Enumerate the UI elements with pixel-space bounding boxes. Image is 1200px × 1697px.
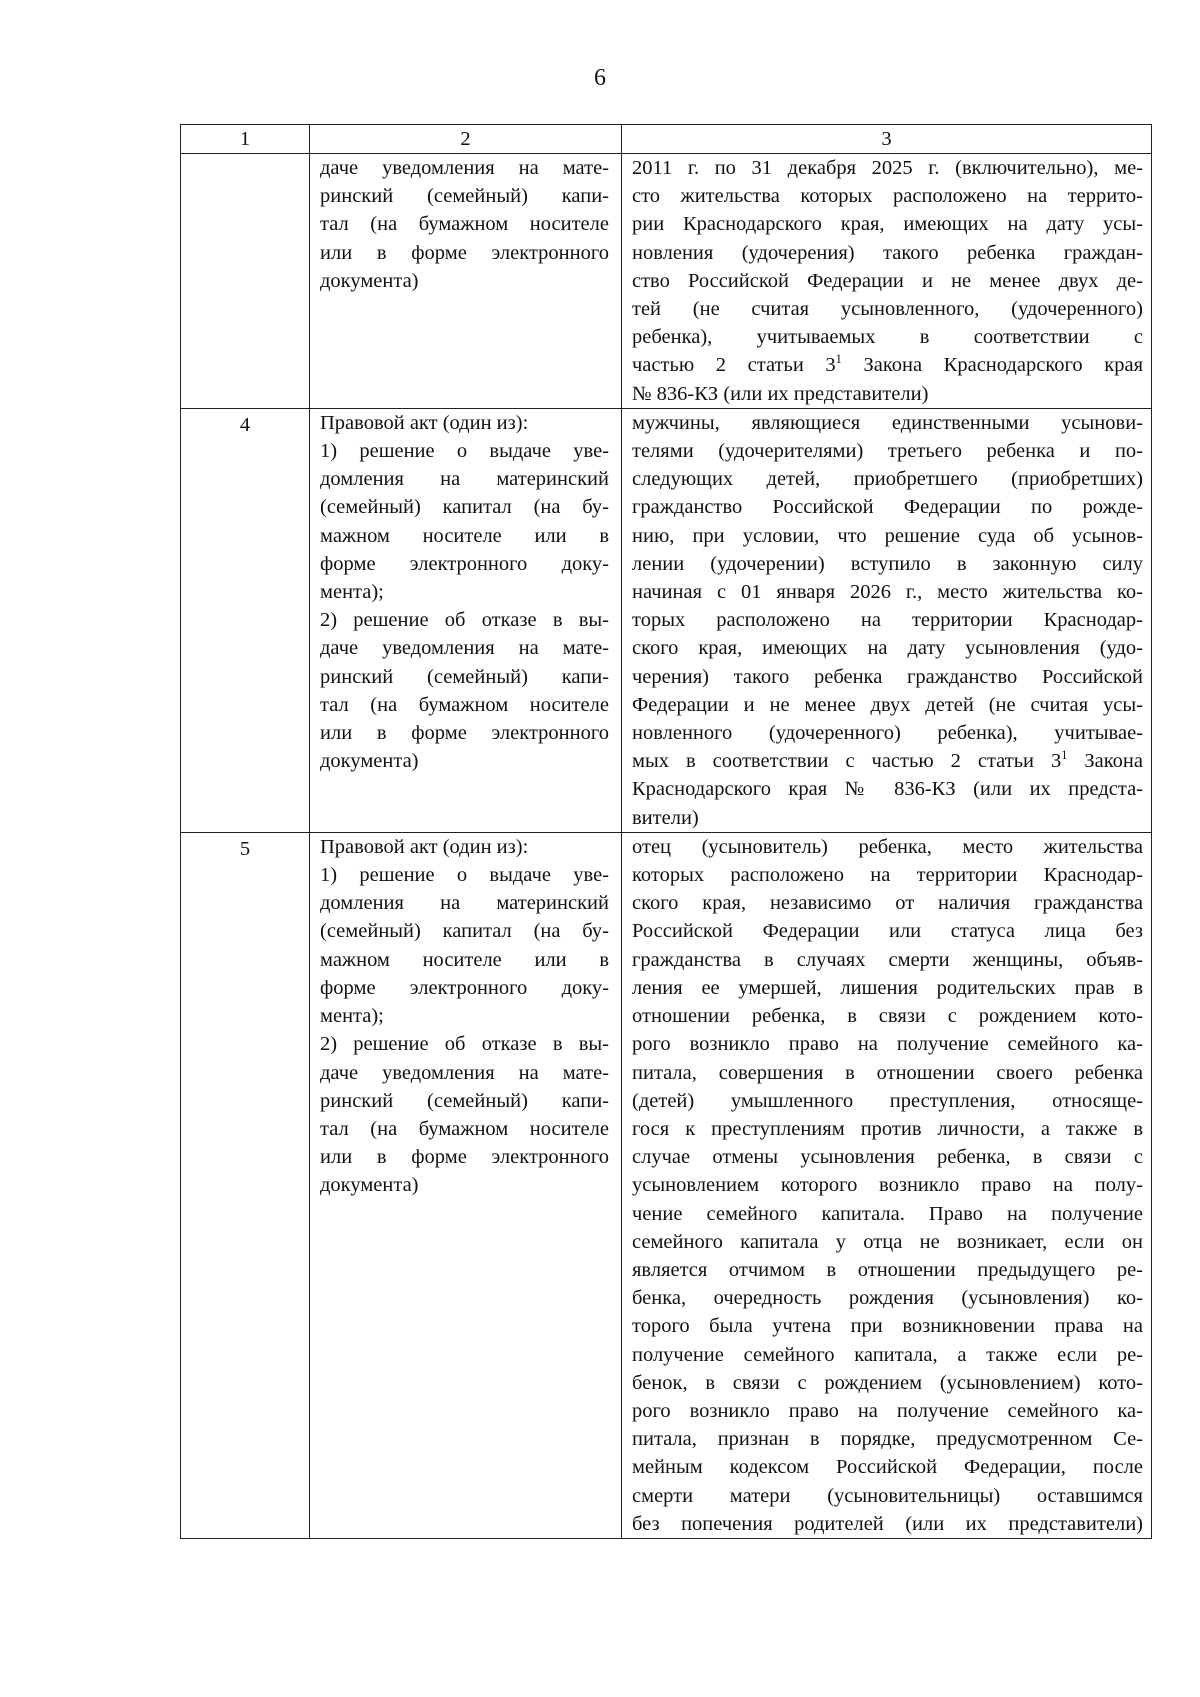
text-line: чение семейного капитала. Право на получение bbox=[632, 1202, 1143, 1225]
text-line: ринский (семейный) капи- bbox=[320, 1089, 609, 1112]
text-line: нию, при условии, что решение суда об усынов- bbox=[632, 524, 1143, 547]
text-line: документа) bbox=[320, 1174, 419, 1197]
text-line: даче уведомления на мате- bbox=[320, 157, 609, 179]
text-line: форме электронного доку- bbox=[320, 976, 609, 999]
text-line: семейного капитала у отца не возникает, если он bbox=[632, 1230, 1143, 1253]
text-fragment: Закона Краснодарского края bbox=[863, 354, 1143, 377]
applicants-cell bbox=[622, 154, 1152, 409]
text-line: бенка, очередность рождения (усыновления) ко- bbox=[632, 1287, 1143, 1310]
text-line: Правовой акт (один из): bbox=[320, 835, 529, 858]
applicants-cell bbox=[622, 832, 1152, 1538]
text-line: документа) bbox=[320, 269, 419, 292]
text-fragment: частью 2 статьи 3 bbox=[632, 354, 836, 377]
text-line: ребенка), учитываемых в соответствии с bbox=[632, 326, 1143, 349]
row-number bbox=[181, 154, 310, 409]
text-line: бенок, в связи с рождением (усыновлением) кото- bbox=[632, 1371, 1143, 1394]
text-line: рого возникло право на получение семейного ка- bbox=[632, 1033, 1143, 1056]
text-line-with-superscript bbox=[632, 747, 1143, 775]
text-line: 1) решение о выдаче уве- bbox=[320, 864, 609, 887]
text-line: даче уведомления на мате- bbox=[320, 637, 609, 660]
applicants-cell bbox=[622, 408, 1152, 832]
text-line: является отчимом в отношении предыдущего ре- bbox=[632, 1258, 1143, 1281]
table-header-row bbox=[181, 125, 1152, 154]
text-line: питала, признан в порядке, предусмотренном Се- bbox=[632, 1428, 1143, 1451]
text-line: гражданства в случаях смерти женщины, объяв- bbox=[632, 948, 1143, 971]
text-line: рого возникло право на получение семейного ка- bbox=[632, 1399, 1143, 1422]
text-line: Российской Федерации или статуса лица без bbox=[632, 920, 1143, 943]
text-line: мента); bbox=[320, 1005, 384, 1028]
text-line: № 836-КЗ (или их представители) bbox=[632, 382, 929, 405]
text-line: питала, совершения в отношении своего ребенка bbox=[632, 1061, 1143, 1084]
column-header: 3 bbox=[622, 125, 1152, 154]
text-line: ления ее умершей, лишения родительских прав в bbox=[632, 976, 1143, 999]
text-line: или в форме электронного bbox=[320, 1146, 609, 1169]
column-header: 1 bbox=[181, 125, 310, 154]
text-line: гося к преступлениям против личности, а также в bbox=[632, 1117, 1143, 1140]
text-line: тал (на бумажном носителе bbox=[320, 1117, 609, 1140]
text-line: лении (удочерении) вступило в законную силу bbox=[632, 552, 1143, 575]
text-line: новления (удочерения) такого ребенка граждан- bbox=[632, 241, 1143, 264]
column-header: 2 bbox=[310, 125, 622, 154]
text-line: без попечения родителей (или их представители) bbox=[632, 1512, 1143, 1535]
text-line: ского края, независимо от наличия гражданства bbox=[632, 892, 1143, 915]
legal-act-cell bbox=[310, 408, 622, 832]
text-line: отношении ребенка, в связи с рождением кото- bbox=[632, 1005, 1143, 1028]
text-line-with-superscript bbox=[632, 351, 1143, 379]
text-line: гражданство Российской Федерации по рожде- bbox=[632, 496, 1143, 519]
text-line: 2011 г. по 31 декабря 2025 г. (включительно), ме- bbox=[632, 157, 1143, 179]
text-line: торых расположено на территории Краснодар- bbox=[632, 609, 1143, 632]
text-line: торого была учтена при возникновении права на bbox=[632, 1315, 1143, 1338]
text-line: или в форме электронного bbox=[320, 722, 609, 745]
text-line: новленного (удочеренного) ребенка), учитывае- bbox=[632, 722, 1143, 745]
text-line: или в форме электронного bbox=[320, 241, 609, 264]
page-number: 6 bbox=[594, 65, 606, 91]
text-line: тал (на бумажном носителе bbox=[320, 213, 609, 236]
text-line: мажном носителе или в bbox=[320, 524, 609, 547]
text-line: (семейный) капитал (на бу- bbox=[320, 920, 609, 943]
text-line: телями (удочерителями) третьего ребенка и по- bbox=[632, 440, 1143, 463]
text-line: отец (усыновитель) ребенка, место жительства bbox=[632, 835, 1143, 858]
text-line: 2) решение об отказе в вы- bbox=[320, 609, 609, 632]
text-line: мужчины, являющиеся единственными усынови- bbox=[632, 411, 1143, 434]
text-line: 2) решение об отказе в вы- bbox=[320, 1033, 609, 1056]
text-line: сто жительства которых расположено на террито- bbox=[632, 185, 1143, 208]
superscript: 1 bbox=[1061, 748, 1068, 763]
text-line: черения) такого ребенка гражданство Российской bbox=[632, 665, 1143, 688]
text-line: 1) решение о выдаче уве- bbox=[320, 440, 609, 463]
text-line: случае отмены усыновления ребенка, в связи с bbox=[632, 1146, 1143, 1169]
legal-act-cell bbox=[310, 154, 622, 409]
text-fragment: Закона bbox=[1084, 750, 1143, 773]
text-fragment: мых в соответствии с частью 2 статьи 3 bbox=[632, 750, 1062, 773]
text-line: тал (на бумажном носителе bbox=[320, 693, 609, 716]
text-line: ринский (семейный) капи- bbox=[320, 185, 609, 208]
text-line: мейным кодексом Российской Федерации, после bbox=[632, 1456, 1143, 1479]
text-line: мажном носителе или в bbox=[320, 948, 609, 971]
text-line: (детей) умышленного преступления, относяще- bbox=[632, 1089, 1143, 1112]
text-line: ство Российской Федерации и не менее двух де- bbox=[632, 269, 1143, 292]
text-line: вители) bbox=[632, 806, 699, 829]
text-line: ского края, имеющих на дату усыновления (удо- bbox=[632, 637, 1143, 660]
table-row bbox=[181, 832, 1152, 1538]
text-line: форме электронного доку- bbox=[320, 552, 609, 575]
legal-act-cell bbox=[310, 832, 622, 1538]
text-line: получение семейного капитала, а также если ре- bbox=[632, 1343, 1143, 1366]
text-line: смерти матери (усыновительницы) оставшимся bbox=[632, 1484, 1143, 1507]
text-line: домления на материнский bbox=[320, 892, 609, 915]
text-line: (семейный) капитал (на бу- bbox=[320, 496, 609, 519]
text-line: Краснодарского края № 836-КЗ (или их предста- bbox=[632, 778, 1143, 801]
text-line: которых расположено на территории Краснодар- bbox=[632, 864, 1143, 887]
text-line: рии Краснодарского края, имеющих на дату усы- bbox=[632, 213, 1143, 236]
text-line: документа) bbox=[320, 750, 419, 773]
superscript: 1 bbox=[835, 352, 842, 367]
text-line: даче уведомления на мате- bbox=[320, 1061, 609, 1084]
text-line: домления на материнский bbox=[320, 468, 609, 491]
text-line: начиная с 01 января 2026 г., место жительства ко- bbox=[632, 581, 1143, 604]
text-line: Правовой акт (один из): bbox=[320, 411, 529, 434]
text-line: следующих детей, приобретшего (приобретших) bbox=[632, 468, 1143, 491]
text-line: тей (не считая усыновленного, (удочеренного) bbox=[632, 298, 1143, 321]
text-line: усыновлением которого возникло право на полу- bbox=[632, 1174, 1143, 1197]
text-line: Федерации и не менее двух детей (не считая усы- bbox=[632, 693, 1143, 716]
table-row bbox=[181, 154, 1152, 409]
row-number: 5 bbox=[181, 832, 310, 1538]
text-line: мента); bbox=[320, 581, 384, 604]
table-row bbox=[181, 408, 1152, 832]
text-line: ринский (семейный) капи- bbox=[320, 665, 609, 688]
document-table bbox=[180, 124, 1152, 1539]
row-number: 4 bbox=[181, 408, 310, 832]
